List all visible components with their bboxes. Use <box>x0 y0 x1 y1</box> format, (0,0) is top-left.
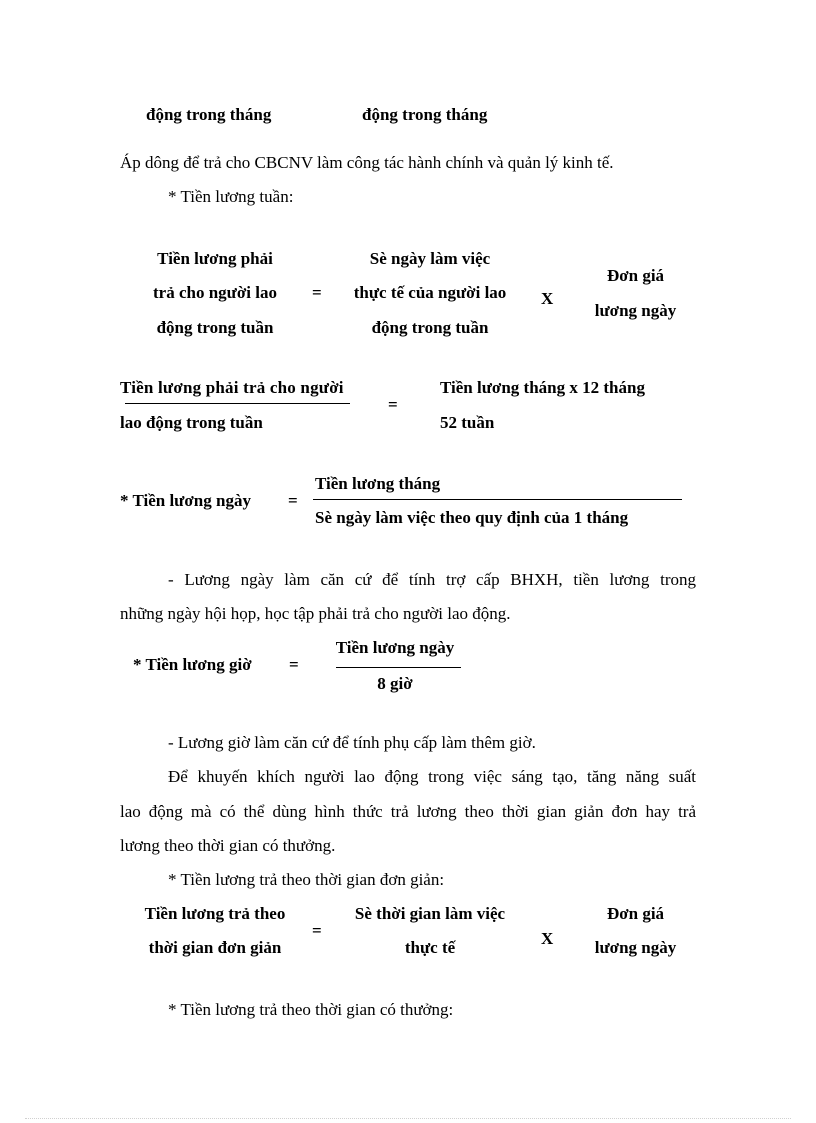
hourly-label: * Tiền lương giờ <box>133 655 252 674</box>
paragraph-daily-use-line-2: những ngày hội họp, học tập phải trả cho người lao động. <box>120 604 511 623</box>
daily-fraction-bar <box>313 499 682 500</box>
weekly-rhs-line-1: Đơn giá <box>606 266 665 285</box>
daily-denominator: Sè ngày làm việc theo quy định của 1 tháng <box>315 508 629 527</box>
paragraph-apdung: Áp dông để trả cho CBCNV làm công tác hành chính và quản lý kinh tế. <box>120 153 614 172</box>
simple-times: X <box>541 929 554 948</box>
paragraph-encourage-line-3: lương theo thời gian có thưởng. <box>120 836 336 855</box>
weekly-lhs-line-1: Tiền lương phải <box>157 249 273 268</box>
simple-rhs-line-2: lương ngày <box>594 938 677 957</box>
daily-label: * Tiền lương ngày <box>120 491 251 510</box>
simple-lhs-line-2: thời gian đơn giản <box>148 938 282 957</box>
simple-mid-line-2: thực tế <box>404 938 456 957</box>
weekly-lhs-line-3: động trong tuần <box>156 318 274 337</box>
weekly-fraction-lhs-line-1: Tiền lương phải trả cho người <box>120 378 344 397</box>
paragraph-encourage-line-1: Để khuyến khích người lao động trong việc sáng tạo, tăng năng suất <box>168 767 696 786</box>
top-label-left: động trong tháng <box>146 105 272 124</box>
paragraph-encourage-line-2: lao động mà có thể dùng hình thức trả lương theo thời gian giản đơn hay trả <box>120 802 696 821</box>
weekly-fraction-lhs-line-2: lao động trong tuần <box>120 413 263 432</box>
daily-numerator: Tiền lương tháng <box>315 474 441 493</box>
weekly-fraction-rhs-line-1: Tiền lương tháng x 12 tháng <box>440 378 645 397</box>
weekly-mid-line-1: Sè ngày làm việc <box>369 249 491 268</box>
hourly-numerator: Tiền lương ngày <box>335 638 455 657</box>
bonus-heading: * Tiền lương trả theo thời gian có thưởng: <box>168 1000 454 1019</box>
hourly-denominator: 8 giờ <box>377 674 413 693</box>
weekly-fraction-equals: = <box>388 395 398 414</box>
simple-lhs-line-1: Tiền lương trả theo <box>144 904 286 923</box>
daily-equals: = <box>288 491 298 510</box>
weekly-rhs-line-2: lương ngày <box>594 301 677 320</box>
hourly-equals: = <box>289 655 299 674</box>
weekly-times: X <box>541 289 554 308</box>
hourly-fraction-bar <box>336 667 461 668</box>
weekly-mid-line-2: thực tế của người lao <box>353 283 507 302</box>
weekly-equals: = <box>312 283 322 302</box>
page-bottom-divider <box>25 1118 791 1119</box>
weekly-fraction-bar <box>125 403 350 404</box>
weekly-heading: * Tiền lương tuần: <box>168 187 294 206</box>
simple-equals: = <box>312 921 322 940</box>
paragraph-hourly-use: - Lương giờ làm căn cứ để tính phụ cấp làm thêm giờ. <box>168 733 536 752</box>
simple-rhs-line-1: Đơn giá <box>606 904 665 923</box>
simple-heading: * Tiền lương trả theo thời gian đơn giản: <box>168 870 445 889</box>
weekly-fraction-rhs-line-2: 52 tuần <box>440 413 495 432</box>
weekly-mid-line-3: động trong tuần <box>371 318 489 337</box>
weekly-lhs-line-2: trả cho người lao <box>153 283 277 302</box>
paragraph-daily-use-line-1: - Lương ngày làm căn cứ để tính trợ cấp BHXH, tiền lương trong <box>168 570 696 589</box>
top-label-right: động trong tháng <box>362 105 488 124</box>
simple-mid-line-1: Sè thời gian làm việc <box>354 904 506 923</box>
